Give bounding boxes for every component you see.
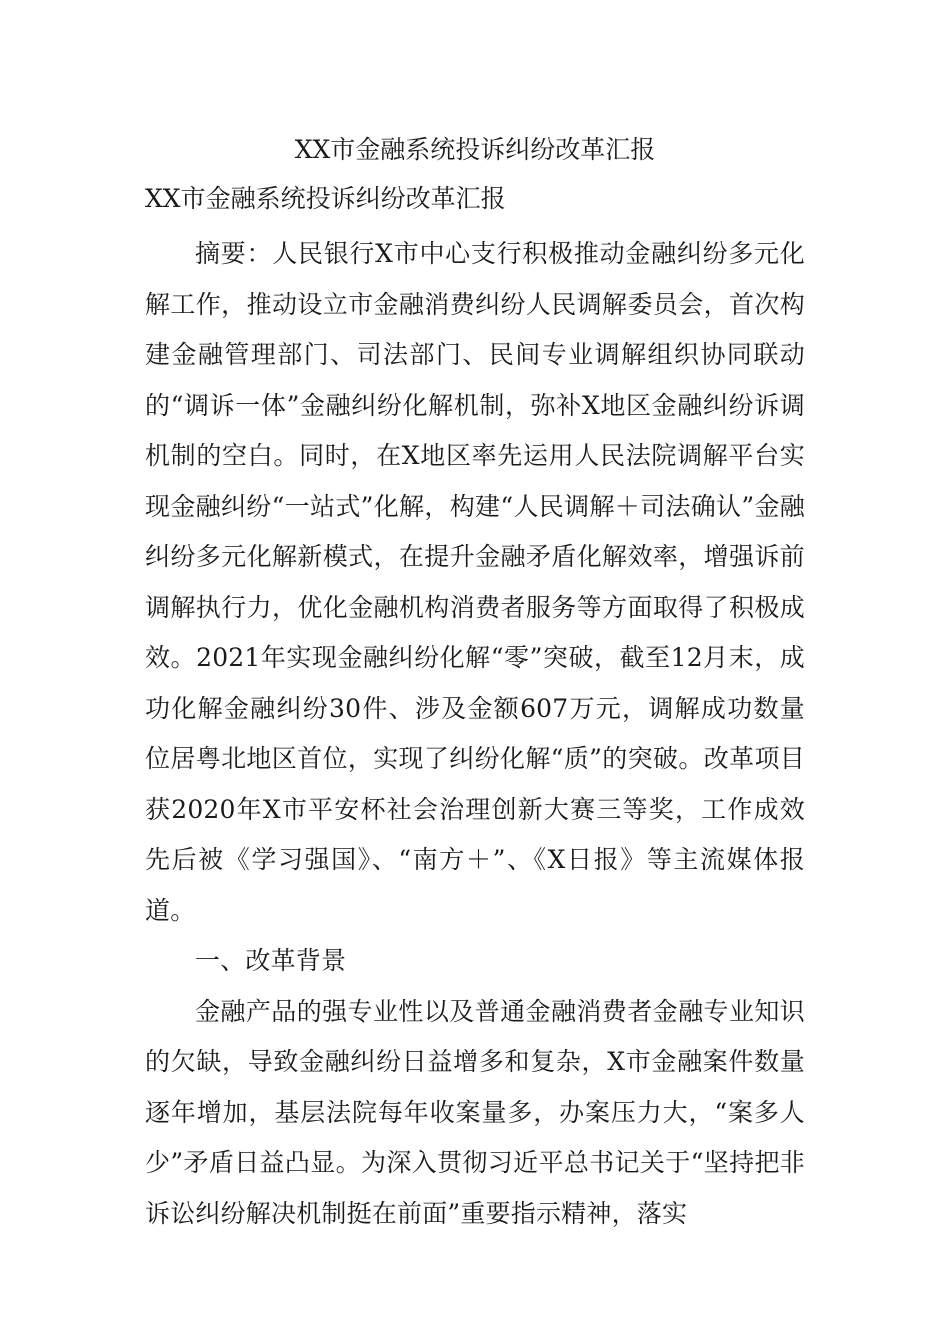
document-title: XX市金融系统投诉纠纷改革汇报 (294, 135, 656, 164)
abstract-paragraph: 摘要：人民银行X市中心支行积极推动金融纠纷多元化解工作，推动设立市金融消费纠纷人民调解委员会，首次构建金融管理部门、司法部门、民间专业调解组织协同联动的“调诉一体”金融纠纷化解机制，弥补X地区金融纠纷诉调机制的空白。同时，在X地区率先运用人民法院调解平台实现金融纠纷“一站式”化解，构建“人民调解＋司法确认”金融纠纷多元化解新模式，在提升金融矛盾化解效率，增强诉前调解执行力，优化金融机构消费者服务等方面取得了积极成效。2021年实现金融纠纷化解“零”突破，截至12月末，成功化解金融纠纷30件、涉及金额607万元，调解成功数量位居粤北地区首位，实现了纠纷化解“质”的突破。改革项目获2020年X市平安杯社会治理创新大赛三等奖，工作成效先后被《学习强国》、“南方＋”、《X日报》等主流媒体报道。 (145, 239, 805, 925)
background-paragraph: 金融产品的强专业性以及普通金融消费者金融专业知识的欠缺，导致金融纠纷日益增多和复杂，X市金融案件数量逐年增加，基层法院每年收案量多，办案压力大，“案多人少”矛盾日益凸显。为深入贯彻习近平总书记关于“坚持把非诉讼纠纷解决机制挺在前面”重要指示精神，落实 (145, 996, 805, 1228)
section-heading-background: 一、改革背景 (195, 946, 347, 975)
document-subtitle: XX市金融系统投诉纠纷改革汇报 (145, 184, 506, 213)
document-body (145, 229, 805, 1239)
